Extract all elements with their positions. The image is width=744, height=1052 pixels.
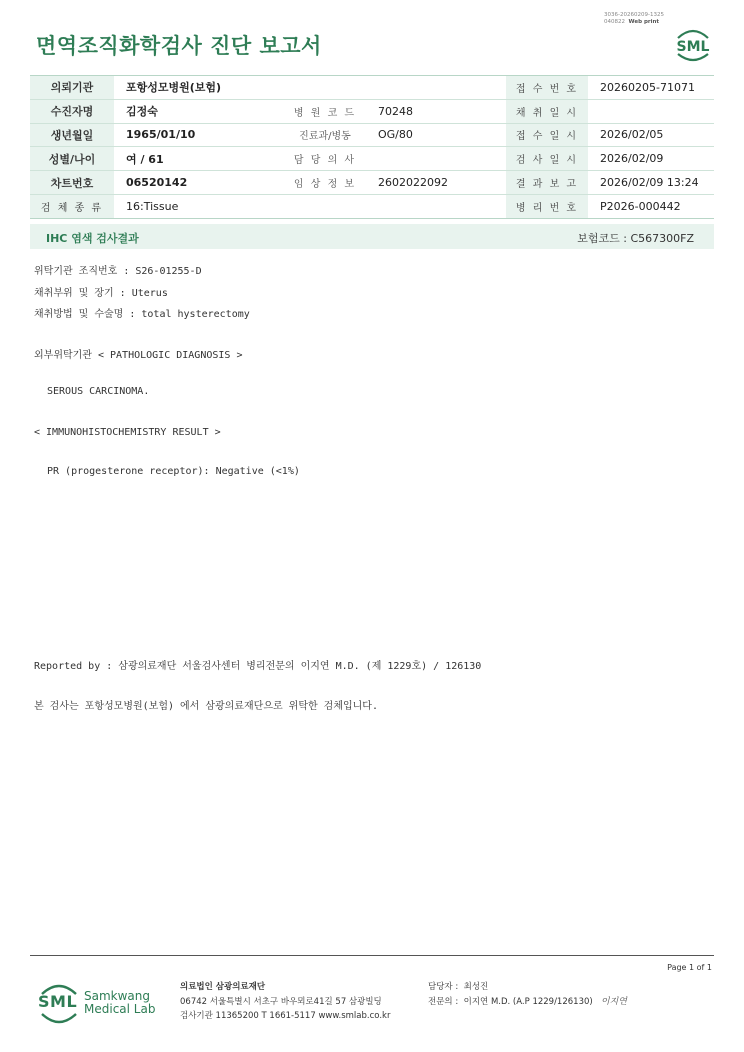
pathologic-diagnosis-heading: 외부위탁기관 < PATHOLOGIC DIAGNOSIS > — [34, 350, 243, 361]
page-number: Page 1 of 1 — [667, 963, 712, 972]
web-print-label: Web print — [628, 19, 660, 25]
table-row — [30, 171, 714, 195]
report-title: 면역조직화학검사 진단 보고서 — [36, 34, 322, 58]
ihc-result-text: PR (progesterone receptor): Negative (<1%) — [47, 466, 300, 477]
value-receipt-date: 2026/02/05 — [588, 123, 714, 147]
value-physician — [366, 147, 506, 171]
diagnosis-text: SEROUS CARCINOMA. — [47, 386, 150, 397]
collection-site: 채취부위 및 장기 : Uterus — [34, 288, 168, 299]
table-row — [30, 99, 714, 123]
label-pathology-no: 병 리 번 호 — [506, 194, 588, 218]
label-patient-name: 수진자명 — [30, 99, 114, 123]
footer-org-name: 의료법인 삼광의료재단 — [180, 982, 266, 992]
label-report-date: 결 과 보 고 — [506, 171, 588, 195]
label-hospital-code: 병 원 코 드 — [284, 99, 366, 123]
reported-by: Reported by : 삼광의료재단 서울검사센터 병리전문의 이지연 M.D. (제 1229호) / 126130 — [34, 661, 482, 672]
staff-name: 최성진 — [463, 982, 489, 992]
value-hospital-code: 70248 — [366, 99, 506, 123]
label-physician: 담 당 의 사 — [284, 147, 366, 171]
label-birth-date: 생년월일 — [30, 123, 114, 147]
expert-name: 이지연 M.D. (A.P 1229/126130) — [463, 996, 593, 1007]
section-title: IHC 염색 검사결과 — [46, 232, 139, 245]
label-receipt-date: 접 수 일 시 — [506, 123, 588, 147]
ihc-result-heading: < IMMUNOHISTOCHEMISTRY RESULT > — [34, 427, 221, 438]
footer-logo-text: SML — [38, 992, 78, 1011]
document-code — [604, 12, 664, 26]
pathologist-signature: 이지연 — [600, 996, 627, 1007]
label-accession-no: 접 수 번 호 — [506, 76, 588, 100]
footer-divider — [30, 955, 714, 956]
doc-code-line1: 3036-20260209-1325 — [604, 12, 664, 18]
svg-text:SML: SML — [676, 39, 710, 55]
footer-logo-name2: Medical Lab — [84, 1002, 156, 1016]
footer-contact: 검사기관 11365200 T 1661-5117 www.smlab.co.kr — [180, 1011, 391, 1021]
footer-logo — [36, 980, 156, 1028]
consignment-note: 본 검사는 포항성모병원(보험) 에서 삼광의료재단으로 위탁한 검체입니다. — [34, 701, 378, 712]
label-referring-org: 의뢰기관 — [30, 76, 114, 100]
expert-label: 전문의 : — [428, 996, 459, 1007]
footer-logo-name1: Samkwang — [84, 989, 150, 1003]
value-specimen-type: 16:Tissue — [114, 194, 506, 218]
label-test-date: 검 사 일 시 — [506, 147, 588, 171]
staff-label: 담당자 : — [428, 982, 459, 992]
collection-method: 채취방법 및 수술명 : total hysterectomy — [34, 309, 250, 320]
value-patient-name: 김정숙 — [114, 99, 284, 123]
label-specimen-type: 검 체 종 류 — [30, 194, 114, 218]
consigned-tissue-no: 위탁기관 조직번호 : S26-01255-D — [34, 266, 202, 277]
value-chart-no: 06520142 — [114, 171, 284, 195]
table-row — [30, 123, 714, 147]
label-sex-age: 성별/나이 — [30, 147, 114, 171]
footer-org-info — [180, 980, 390, 1024]
value-department: OG/80 — [366, 123, 506, 147]
insurance-code: 보험코드 : C567300FZ — [577, 232, 694, 245]
footer-address: 06742 서울특별시 서초구 바우뫼로41길 57 삼광빌딩 — [180, 996, 382, 1007]
value-test-date: 2026/02/09 — [588, 147, 714, 171]
footer-staff-info — [428, 980, 627, 1009]
value-collection-date — [588, 99, 714, 123]
label-clinical-info: 임 상 정 보 — [284, 171, 366, 195]
value-clinical-info: 2602022092 — [366, 171, 506, 195]
doc-code-line2a: 040822 — [604, 19, 625, 25]
value-pathology-no: P2026-000442 — [588, 194, 714, 218]
table-row — [30, 194, 714, 218]
sml-logo-icon — [672, 26, 714, 64]
value-referring-org: 포항성모병원(보험) — [114, 76, 506, 100]
table-row — [30, 76, 714, 100]
table-row — [30, 147, 714, 171]
label-collection-date: 채 취 일 시 — [506, 99, 588, 123]
value-accession-no: 20260205-71071 — [588, 76, 714, 100]
label-chart-no: 차트번호 — [30, 171, 114, 195]
label-department: 진료과/병동 — [284, 123, 366, 147]
value-report-date: 2026/02/09 13:24 — [588, 171, 714, 195]
value-birth-date: 1965/01/10 — [114, 123, 284, 147]
value-sex-age: 여 / 61 — [114, 147, 284, 171]
patient-info-table — [30, 75, 714, 219]
